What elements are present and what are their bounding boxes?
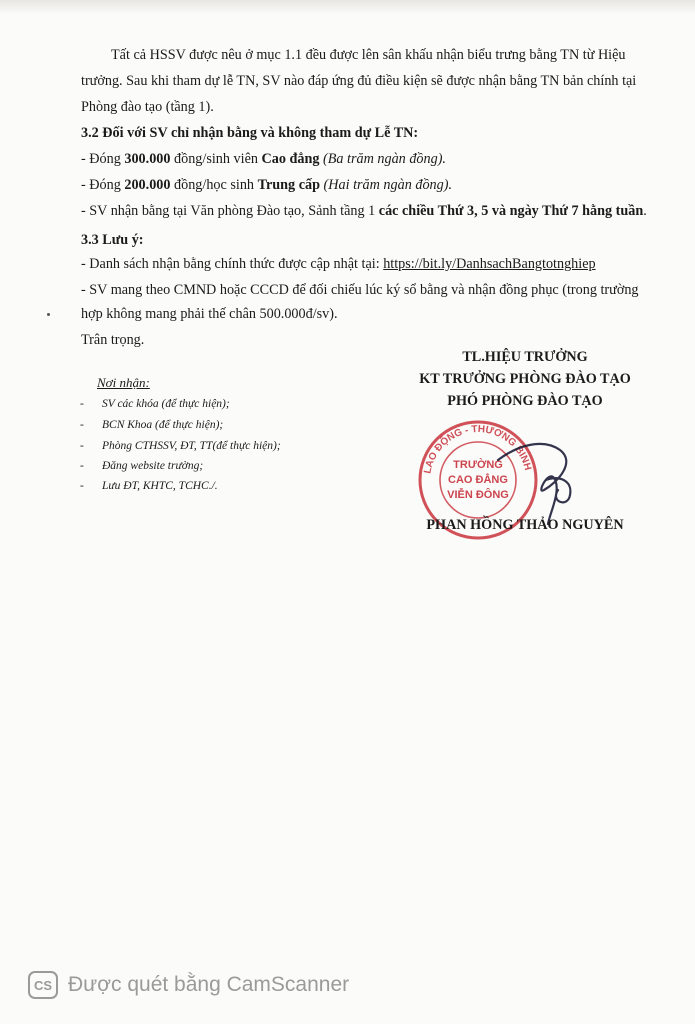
fee-line-cao-dang	[81, 150, 446, 168]
camscanner-logo-icon: CS	[28, 971, 58, 999]
note-text: - Danh sách nhận bằng chính thức được cập nhật tại:	[81, 256, 384, 272]
signature-title-2: KT TRƯỞNG PHÒNG ĐÀO TẠO	[419, 371, 631, 387]
fee-prefix: - Đóng	[81, 177, 125, 193]
seal-line-2: CAO ĐẲNG	[448, 474, 508, 486]
signature-title-1: TL.HIỆU TRƯỞNG	[462, 349, 588, 365]
recipient-item: - Lưu ĐT, KHTC, TCHC./.	[80, 480, 218, 492]
fee-amount: 200.000	[124, 177, 171, 193]
seal-ring-text: LAO ĐỘNG - THƯƠNG BINH	[422, 423, 533, 475]
watermark-text: Được quét bằng CamScanner	[68, 973, 350, 996]
fee-prefix: - Đóng	[81, 151, 125, 167]
recipients-heading: Nơi nhận:	[97, 375, 150, 390]
paragraph-line: Tất cả HSSV được nêu ở mục 1.1 đều được lên sân khấu nhận biểu trưng bằng TN từ Hiệu	[111, 47, 626, 63]
recipient-item: - BCN Khoa (để thực hiện);	[80, 419, 224, 431]
section-heading-3-2: 3.2 Đối với SV chỉ nhận bằng và không tham dự Lễ TN:	[81, 125, 419, 141]
recipient-item: - Đăng website trường;	[80, 460, 204, 472]
section-heading-3-3: 3.3 Lưu ý:	[81, 232, 144, 248]
scan-speck	[47, 313, 50, 316]
recipient-item: - Phòng CTHSSV, ĐT, TT(để thực hiện);	[80, 440, 281, 452]
camscanner-watermark	[28, 970, 349, 1000]
signer-name: PHAN HỒNG THẢO NGUYÊN	[426, 517, 624, 533]
pickup-location: - SV nhận bằng tại Văn phòng Đào tạo, Sảnh tầng 1	[81, 203, 379, 219]
fee-unit: đồng/sinh viên	[170, 151, 262, 167]
note-id-line-cont: hợp không mang phải thế chân 500.000đ/sv).	[81, 306, 338, 322]
pickup-days: các chiều Thứ 3, 5 và ngày Thứ 7 hằng tuần	[378, 203, 644, 219]
pickup-end: .	[643, 203, 647, 219]
scan-top-shadow	[0, 0, 695, 14]
note-id-line: - SV mang theo CMND hoặc CCCD để đối chiếu lúc ký sổ bằng và nhận đồng phục (trong trường	[81, 282, 639, 298]
note-list-line	[81, 255, 596, 273]
signature-title-3: PHÓ PHÒNG ĐÀO TẠO	[447, 393, 603, 409]
graduation-list-link[interactable]: https://bit.ly/DanhsachBangtotnghiep	[383, 256, 596, 272]
paragraph-line: trưởng. Sau khi tham dự lễ TN, SV nào đáp ứng đủ điều kiện sẽ được nhận bằng TN bản chính tại	[81, 73, 637, 89]
fee-unit: đồng/học sinh	[170, 177, 258, 193]
fee-in-words: (Ba trăm ngàn đồng).	[319, 151, 446, 167]
seal-line-3: VIỄN ĐÔNG	[447, 489, 509, 501]
fee-amount: 300.000	[124, 151, 171, 167]
fee-level: Trung cấp	[257, 177, 320, 193]
closing-text: Trân trọng.	[81, 332, 145, 348]
fee-in-words: (Hai trăm ngàn đồng).	[319, 177, 453, 193]
recipient-item: - SV các khóa (để thực hiện);	[80, 398, 230, 410]
fee-level: Cao đẳng	[261, 151, 320, 167]
fee-line-trung-cap	[81, 176, 452, 194]
seal-line-1: TRƯỜNG	[453, 459, 503, 471]
pickup-schedule-line	[81, 202, 647, 220]
handwritten-signature	[488, 420, 588, 530]
paragraph-line: Phòng đào tạo (tầng 1).	[81, 99, 214, 115]
